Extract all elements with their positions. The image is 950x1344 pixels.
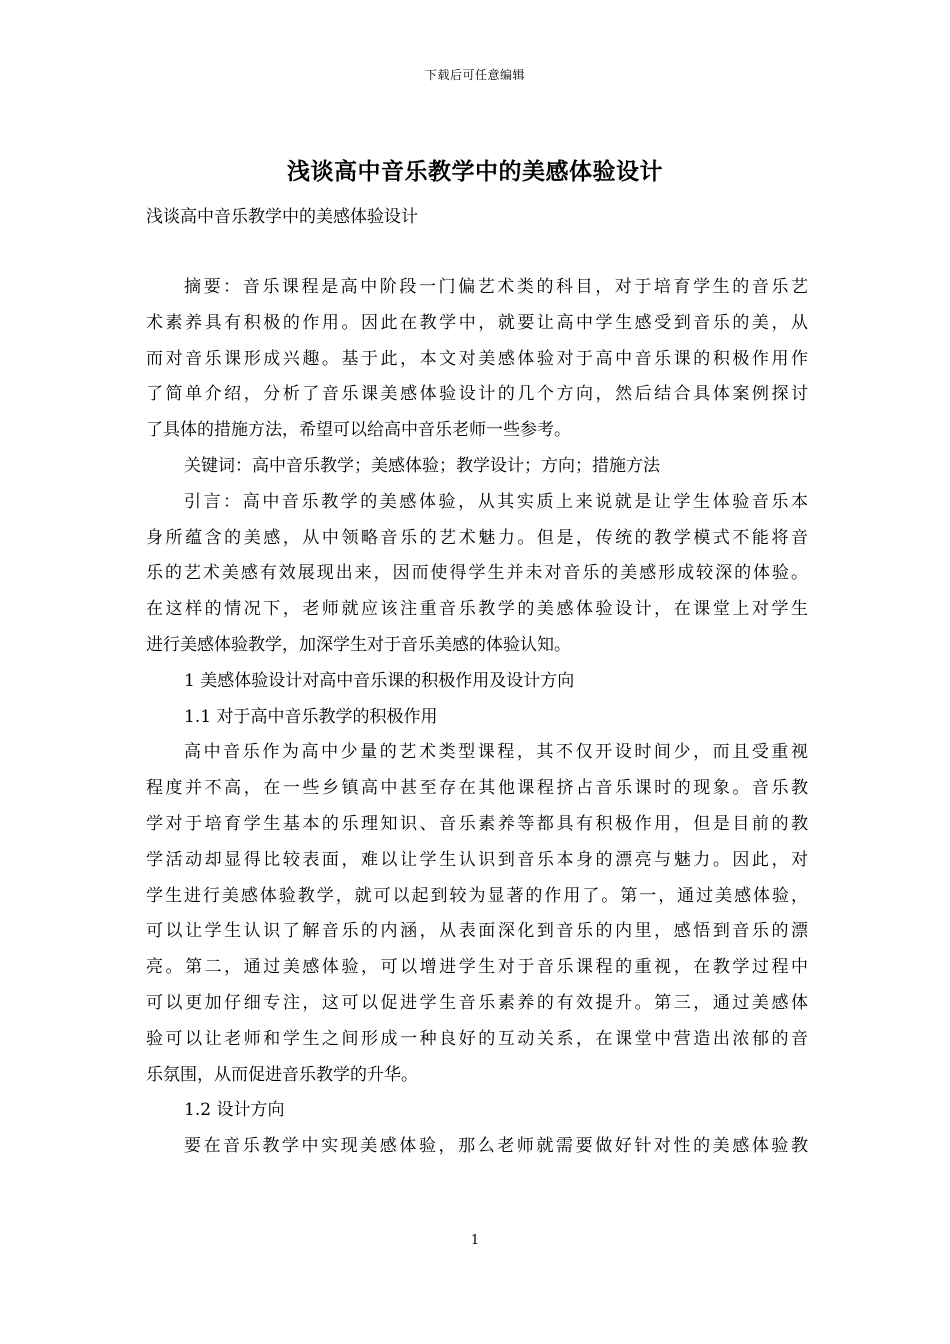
document-body	[146, 270, 808, 1165]
body-line: 身所蕴含的美感，从中领略音乐的艺术魅力。但是，传统的教学模式不能将音	[146, 527, 808, 548]
body-line: 验可以让老师和学生之间形成一种良好的互动关系，在课堂中营造出浓郁的音	[146, 1028, 808, 1049]
body-line: 学对于培育学生基本的乐理知识、音乐素养等都具有积极作用，但是目前的教	[146, 813, 808, 834]
body-line: 了具体的措施方法，希望可以给高中音乐老师一些参考。	[146, 420, 571, 441]
body-line: 摘要：音乐课程是高中阶段一门偏艺术类的科目，对于培育学生的音乐艺	[184, 277, 808, 297]
body-line: 1.2 设计方向	[184, 1100, 285, 1121]
page-number: 1	[470, 1233, 480, 1248]
page-header-note: 下载后可任意编辑	[424, 68, 525, 82]
body-line: 在这样的情况下，老师就应该注重音乐教学的美感体验设计，在课堂上对学生	[146, 599, 808, 620]
body-line: 可以更加仔细专注，这可以促进学生音乐素养的有效提升。第三，通过美感体	[146, 992, 808, 1013]
body-line: 关键词：高中音乐教学；美感体验；教学设计；方向；措施方法	[184, 455, 660, 476]
document-subtitle: 浅谈高中音乐教学中的美感体验设计	[146, 207, 418, 227]
body-line: 1.1 对于高中音乐教学的积极作用	[184, 706, 438, 727]
body-line: 学活动却显得比较表面，难以让学生认识到音乐本身的漂亮与魅力。因此，对	[146, 849, 808, 870]
document-title: 浅谈高中音乐教学中的美感体验设计	[287, 158, 663, 185]
body-line: 高中音乐作为高中少量的艺术类型课程，其不仅开设时间少，而且受重视	[184, 742, 808, 763]
body-line: 进行美感体验教学，加深学生对于音乐美感的体验认知。	[146, 634, 571, 655]
body-line: 引言：高中音乐教学的美感体验，从其实质上来说就是让学生体验音乐本	[184, 491, 808, 512]
body-line: 亮。第二，通过美感体验，可以增进学生对于音乐课程的重视，在教学过程中	[146, 957, 808, 978]
body-line: 1 美感体验设计对高中音乐课的积极作用及设计方向	[184, 670, 575, 691]
body-line: 术素养具有积极的作用。因此在教学中，就要让高中学生感受到音乐的美，从	[146, 312, 808, 333]
body-line: 程度并不高，在一些乡镇高中甚至存在其他课程挤占音乐课时的现象。音乐教	[146, 778, 808, 799]
body-line: 乐的艺术美感有效展现出来，因而使得学生并未对音乐的美感形成较深的体验。	[146, 563, 808, 584]
body-line: 要在音乐教学中实现美感体验，那么老师就需要做好针对性的美感体验教	[184, 1136, 808, 1157]
body-line: 了简单介绍，分析了音乐课美感体验设计的几个方向，然后结合具体案例探讨	[146, 384, 808, 405]
body-line: 乐氛围，从而促进音乐教学的升华。	[146, 1064, 418, 1085]
body-line: 可以让学生认识了解音乐的内涵，从表面深化到音乐的内里，感悟到音乐的漂	[146, 921, 808, 942]
body-line: 而对音乐课形成兴趣。基于此，本文对美感体验对于高中音乐课的积极作用作	[146, 348, 808, 369]
body-line: 学生进行美感体验教学，就可以起到较为显著的作用了。第一，通过美感体验，	[146, 885, 808, 906]
